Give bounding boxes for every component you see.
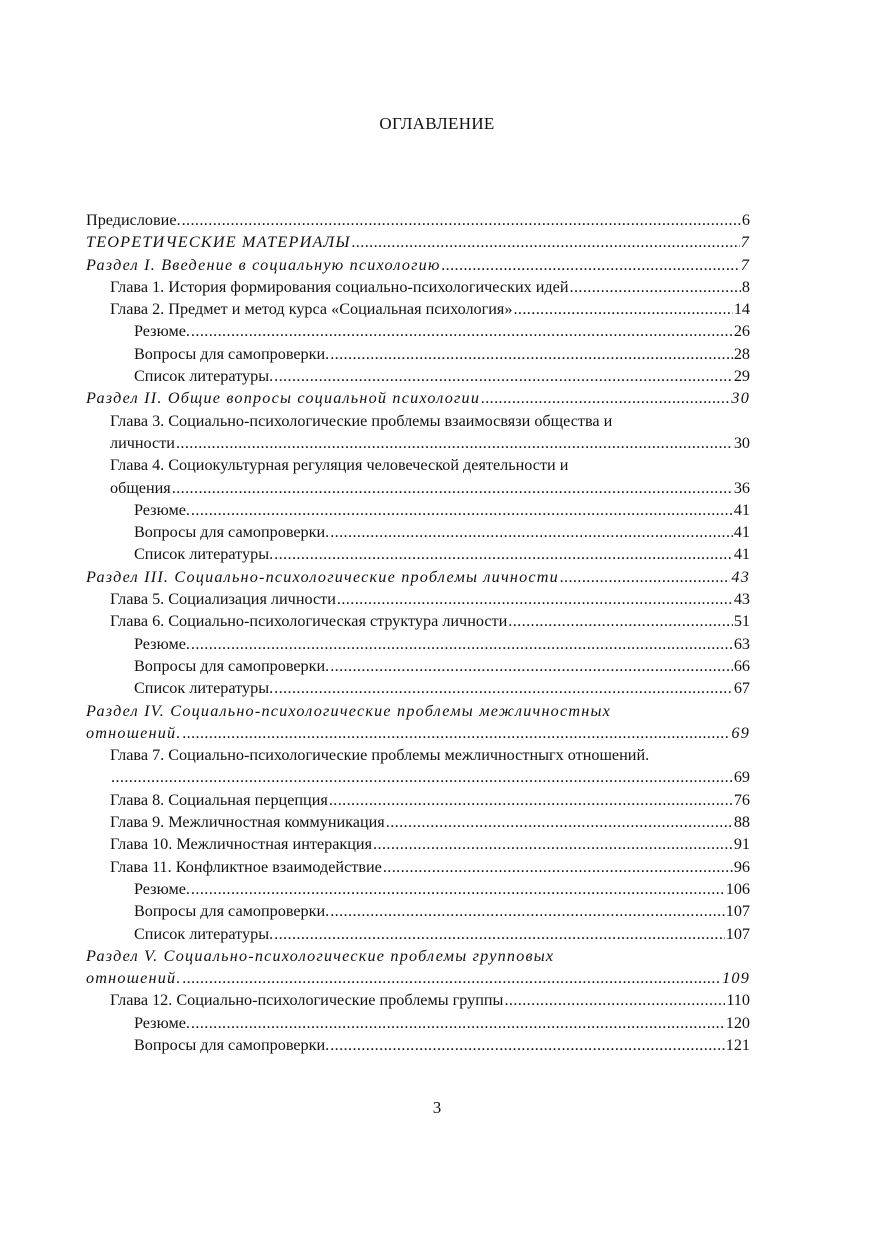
toc-page: 43 bbox=[733, 590, 750, 609]
toc-page: 7 bbox=[740, 233, 750, 252]
toc-entry-chapter-2[interactable] bbox=[86, 298, 750, 320]
toc-label: отношений. bbox=[86, 723, 182, 742]
toc-label: ТЕОРЕТИЧЕСКИЕ МАТЕРИАЛЫ bbox=[86, 233, 351, 252]
toc-label: Предисловие. bbox=[86, 211, 181, 229]
toc-entry-questions[interactable] bbox=[86, 655, 750, 677]
toc-page: 69 bbox=[731, 723, 750, 742]
toc-entry-summary[interactable] bbox=[86, 499, 750, 521]
toc-page: 76 bbox=[733, 790, 750, 809]
toc-page: 109 bbox=[722, 969, 750, 988]
toc-entry-questions[interactable] bbox=[86, 521, 750, 543]
toc-page: 107 bbox=[725, 902, 750, 921]
toc-entry-section-3[interactable] bbox=[86, 566, 750, 588]
toc-label: Резюме. bbox=[134, 500, 190, 519]
toc-page: 36 bbox=[733, 478, 750, 497]
toc-page: 30 bbox=[731, 389, 750, 408]
toc-entry-chapter-12[interactable] bbox=[86, 989, 750, 1011]
toc-entry-preface[interactable] bbox=[86, 209, 750, 231]
toc-page: 110 bbox=[726, 991, 750, 1010]
toc-entry-chapter-5[interactable] bbox=[86, 588, 750, 610]
toc-label: Глава 2. Предмет и метод курса «Социальная психология» bbox=[110, 300, 513, 319]
toc-entry-chapter-10[interactable] bbox=[86, 833, 750, 855]
toc-entry-summary[interactable] bbox=[86, 633, 750, 655]
toc-entry-literature[interactable] bbox=[86, 365, 750, 387]
page-title: ОГЛАВЛЕНИЕ bbox=[379, 114, 495, 133]
toc-entry-chapter-3[interactable] bbox=[86, 432, 750, 454]
toc-entry-section-4-line1[interactable]: Раздел IV. Социально-психологические проблемы межличностных bbox=[86, 701, 612, 720]
toc-label: Глава 1. История формирования социально-психологических идей bbox=[110, 277, 569, 296]
toc-page: 14 bbox=[733, 300, 750, 319]
toc-label: Список литературы. bbox=[134, 367, 274, 386]
toc-page: 96 bbox=[733, 857, 750, 876]
toc-label: Резюме. bbox=[134, 1013, 190, 1032]
toc-entry-chapter-9[interactable] bbox=[86, 811, 750, 833]
toc-label: Вопросы для самопроверки. bbox=[134, 344, 330, 363]
toc-page: 63 bbox=[733, 634, 750, 653]
toc-entry-summary[interactable] bbox=[86, 1012, 750, 1034]
toc-page: 41 bbox=[733, 545, 750, 564]
toc-label: Глава 5. Социализация личности bbox=[110, 590, 336, 609]
toc-label: общения bbox=[110, 478, 171, 497]
toc-page: 107 bbox=[725, 924, 750, 943]
toc-page: 29 bbox=[733, 367, 750, 386]
toc-page: 28 bbox=[733, 344, 750, 363]
toc-page: 66 bbox=[733, 656, 750, 675]
toc-label: Глава 6. Социально-психологическая структура личности bbox=[110, 612, 508, 631]
toc-label: Глава 10. Межличностная интеракция bbox=[110, 835, 373, 854]
toc-entry-section-4[interactable] bbox=[86, 722, 750, 744]
toc-label: Список литературы. bbox=[134, 545, 274, 564]
toc-entry-chapter-7-line1[interactable]: Глава 7. Социально-психологические проблемы межличностныгх отношений. bbox=[110, 746, 650, 765]
toc-entry-chapter-11[interactable] bbox=[86, 856, 750, 878]
toc-page: 88 bbox=[733, 813, 750, 832]
page-number: 3 bbox=[432, 1098, 442, 1117]
toc-label: Резюме. bbox=[134, 322, 190, 341]
toc-entry-chapter-6[interactable] bbox=[86, 610, 750, 632]
toc-entry-summary[interactable] bbox=[86, 878, 750, 900]
toc-entry-section-5[interactable] bbox=[86, 967, 750, 989]
toc-label: Вопросы для самопроверки. bbox=[134, 902, 330, 921]
toc-label: отношений. bbox=[86, 969, 182, 988]
toc-label: Глава 11. Конфликтное взаимодействие bbox=[110, 857, 382, 876]
toc-entry-chapter-8[interactable] bbox=[86, 789, 750, 811]
toc-label: Вопросы для самопроверки. bbox=[134, 523, 330, 542]
toc-page: 121 bbox=[725, 1035, 750, 1054]
toc-page: 41 bbox=[733, 523, 750, 542]
toc-page: 8 bbox=[741, 277, 750, 296]
table-of-contents bbox=[86, 209, 750, 1056]
toc-label: Резюме. bbox=[134, 879, 190, 898]
toc-entry-chapter-4[interactable] bbox=[86, 477, 750, 499]
toc-entry-chapter-1[interactable] bbox=[86, 276, 750, 298]
toc-page: 7 bbox=[740, 255, 750, 274]
toc-label: Резюме. bbox=[134, 634, 190, 653]
toc-page: 51 bbox=[733, 612, 750, 631]
toc-label: Вопросы для самопроверки. bbox=[134, 1035, 330, 1054]
toc-entry-questions[interactable] bbox=[86, 343, 750, 365]
toc-page: 69 bbox=[733, 768, 750, 787]
toc-page: 6 bbox=[741, 211, 750, 229]
toc-label: Раздел III. Социально-психологические проблемы личности bbox=[86, 567, 559, 586]
toc-entry-questions[interactable] bbox=[86, 1034, 750, 1056]
toc-label: Глава 9. Межличностная коммуникация bbox=[110, 813, 385, 832]
toc-entry-chapter-4-line1[interactable]: Глава 4. Социокультурная регуляция человеческой деятельности и bbox=[110, 456, 569, 475]
toc-page: 43 bbox=[731, 567, 750, 586]
toc-entry-summary[interactable] bbox=[86, 320, 750, 342]
toc-page: 30 bbox=[733, 433, 750, 452]
toc-label: Список литературы. bbox=[134, 679, 274, 698]
toc-entry-questions[interactable] bbox=[86, 900, 750, 922]
toc-label: Раздел I. Введение в социальную психологию bbox=[86, 255, 441, 274]
toc-label: Вопросы для самопроверки. bbox=[134, 656, 330, 675]
toc-entry-section-1[interactable] bbox=[86, 254, 750, 276]
toc-entry-literature[interactable] bbox=[86, 923, 750, 945]
toc-entry-theoretical[interactable] bbox=[86, 231, 750, 253]
toc-entry-literature[interactable] bbox=[86, 543, 750, 565]
toc-label: Глава 8. Социальная перцепция bbox=[110, 790, 328, 809]
toc-label: Глава 12. Социально-психологические проблемы группы bbox=[110, 991, 504, 1010]
toc-page: 120 bbox=[725, 1013, 750, 1032]
toc-entry-chapter-7[interactable] bbox=[86, 766, 750, 788]
toc-entry-literature[interactable] bbox=[86, 677, 750, 699]
toc-entry-section-2[interactable] bbox=[86, 387, 750, 409]
toc-entry-chapter-3-line1[interactable]: Глава 3. Социально-психологические проблемы взаимосвязи общества и bbox=[110, 411, 613, 430]
toc-entry-section-5-line1[interactable]: Раздел V. Социально-психологические проблемы групповых bbox=[86, 946, 555, 965]
toc-label: Список литературы. bbox=[134, 924, 274, 943]
toc-page: 67 bbox=[733, 679, 750, 698]
toc-page: 26 bbox=[733, 322, 750, 341]
toc-label: Раздел II. Общие вопросы социальной психологии bbox=[86, 389, 481, 408]
toc-page: 106 bbox=[725, 879, 750, 898]
toc-label: личности bbox=[110, 433, 175, 452]
toc-page: 91 bbox=[733, 835, 750, 854]
toc-page: 41 bbox=[733, 500, 750, 519]
